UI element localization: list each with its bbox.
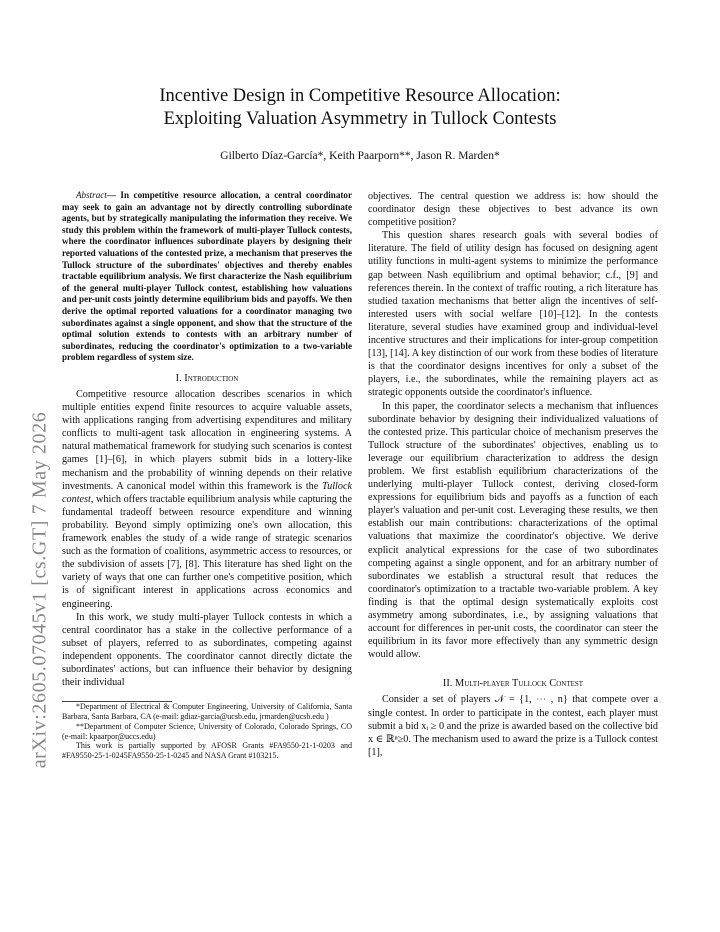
footnote-1: *Department of Electrical & Computer Engineering, University of California, Santa Barbara, Santa Barbara, CA (e-mail: gdiaz-garcia@ucsb.edu, jrmarden@ucsb.edu )	[62, 702, 352, 721]
section-spacer	[368, 661, 658, 669]
intro-paragraph-1	[62, 388, 352, 611]
title-line-2: Exploiting Valuation Asymmetry in Tullock Contests	[163, 109, 557, 129]
abstract-text: — In competitive resource allocation, a central coordinator may seek to gain an advantage not by directly controlling subordinate agents, but by strategically manipulating the information they receive. We study this problem within the framework of multi-player Tullock contests, where the coordinator influences subordinate players by designing their reported valuations of the contested prize, a mechanism that preserves the Tullock structure of the subordinates' objectives and thereby enables tractable equilibrium analysis. We first characterize the Nash equilibrium of the general multi-player Tullock contest, establishing how valuations and per-unit costs jointly determine equilibrium bids and payoffs. We then derive the optimal reported valuations for a coordinator managing two subordinates against a single opponent, and show that the structure of the optimal solution extends to contests with an arbitrary number of subordinates, reducing the coordinator's optimization to a two-variable problem regardless of system size.	[62, 190, 352, 363]
section-heading-multiplayer-tullock: II. Multi-player Tullock Contest	[442, 678, 584, 690]
arxiv-identifier: arXiv:2605.07045v1 [cs.GT] 7 May 2026	[28, 411, 51, 769]
intro-paragraph-2: In this work, we study multi-player Tullock contests in which a central coordinator has a stake in the collective performance of a subset of players, referred to as subordinates, competing against independent opponents. The coordinator cannot directly dictate the subordinates' actions, but can influence their behavior by designing their individual	[62, 611, 352, 689]
footnote-3: This work is partially supported by AFOSR Grants #FA9550-21-1-0203 and #FA9550-25-1-0245FA9550-25-1-0245 and NASA Grant #103215.	[62, 741, 352, 761]
right-paragraph-3: In this paper, the coordinator selects a mechanism that influences subordinate behavior by designing their individualized valuations of the contested prize. This particular choice of mechanism preserves the Tullock structure of the subordinates' objectives, enabling us to leverage our equilibrium characterization to address the design problem. We first establish equilibrium characterizations of the underlying multi-player Tullock contest, deriving closed-form expressions for equilibrium bids and payoffs as a function of each player's valuation and per-unit cost. Leveraging these results, we then establish our main contributions: characterizations of the optimal valuations that maximize the coordinator's objective. We derive explicit analytical expressions for the case of two subordinates competing against a single opponent, and for an arbitrary number of subordinates we establish a structural result that reduces the coordinator's optimization to a tractable two-variable problem. A key finding is that the optimal design systematically exploits cost asymmetry among subordinates, i.e., by assigning valuations that account for differences in per-unit costs, the coordinator can steer the equilibrium in its favor more effectively than any symmetric design would allow.	[368, 400, 658, 661]
paper-title	[100, 85, 620, 131]
right-column	[368, 190, 658, 759]
intro-p1-text-b: , which offers tractable equilibrium analysis while capturing the fundamental tradeoff between resource expenditure and winning probability. Beyond simply optimizing one's own allocation, this framework enables the study of a wide range of strategic scenarios such as the formation of coalitions, asymmetric access to resources, or the subdivision of assets [7], [8]. This literature has shed light on the variety of ways that one can further one's competitive position, which is of significant interest in applications across economics and engineering.	[62, 493, 352, 610]
left-column	[62, 190, 352, 761]
arxiv-sidebar	[10, 170, 70, 769]
intro-p1-emphasis: Tullock contest	[62, 480, 352, 505]
title-line-1: Incentive Design in Competitive Resource Allocation:	[159, 86, 561, 106]
intro-p1-text-a: Competitive resource allocation describes scenarios in which multiple entities expend finite resources to acquire valuable assets, with applications ranging from advertising expenditures and military conflicts to multi-agent task allocation in engineering systems. A natural mathematical framework for studying such scenarios is contest games [1]–[6], in which players submit bids in a lottery-like mechanism and the probability of winning depends on their relative investments. A canonical model within this framework is the	[62, 389, 352, 492]
author-list: Gilberto Díaz-García*, Keith Paarporn**, Jason R. Marden*	[220, 150, 500, 162]
right-paragraph-1: objectives. The central question we address is: how should the coordinator design these objectives to best advance its own competitive position?	[368, 191, 658, 229]
right-paragraph-2: This question shares research goals with several bodies of literature. The field of utility design has focused on designing agent utility functions in multi-agent systems to minimize the performance gap between Nash equilibrium and optimal behavior; c.f., [9] and references therein. In the context of traffic routing, a rich literature has studied taxation mechanisms that better align the incentives of self-interested users with social welfare [10]–[12]. In the contests literature, several studies have examined group and individual-level incentive structures and their implications for inter-group competition [13], [14]. A key distinction of our work from these bodies of literature is that the coordinator designs incentives for only a subset of the players, i.e., the subordinates, while the remaining players act as strategic opponents outside the coordinator's influence.	[368, 230, 658, 399]
abstract	[62, 190, 352, 364]
right-paragraph-4: Consider a set of players 𝒩 = {1, ⋯ , n} that compete over a single contest. In order to participate in the contest, each player must submit a bid xᵢ ≥ 0 and the prize is awarded based on the collective bid x ∈ ℝⁿ≥0. The mechanism used to award the prize is a Tullock contest [1],	[368, 694, 658, 758]
abstract-label: Abstract	[76, 190, 107, 200]
footnote-2: **Department of Computer Science, University of Colorado, Colorado Springs, CO (e-mail: kpaarpor@uccs.edu)	[62, 721, 352, 741]
section-heading-introduction: I. Introduction	[175, 372, 239, 384]
